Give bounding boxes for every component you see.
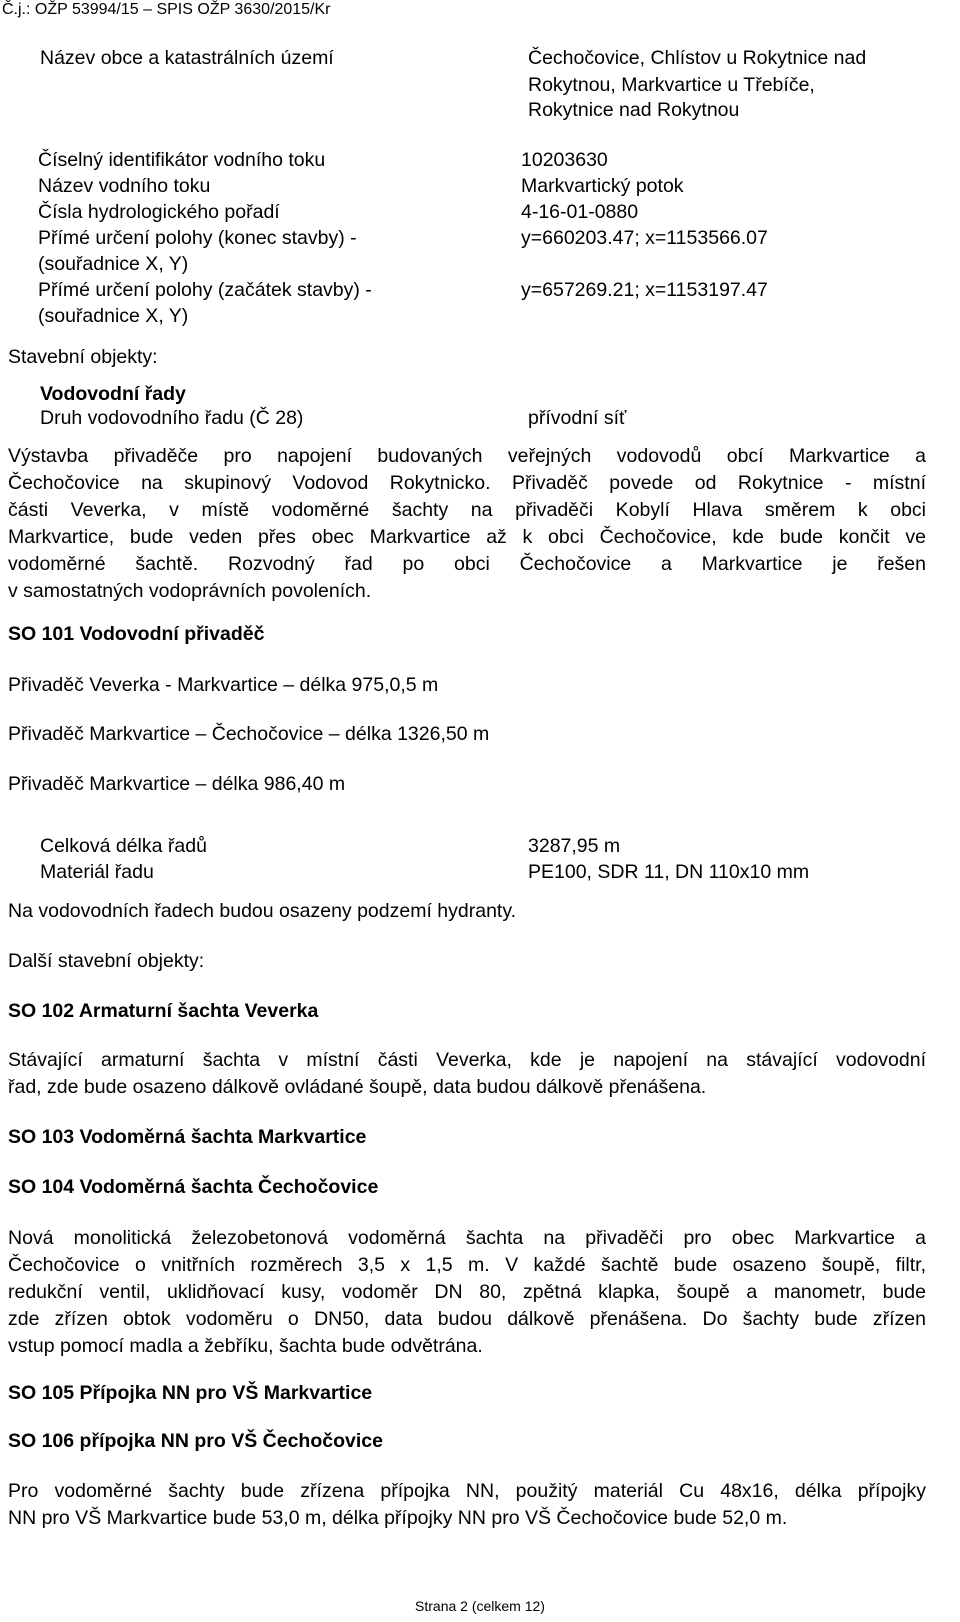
description-paragraph — [8, 443, 926, 605]
paragraph-line: Stávající armaturní šachta v místní části Veverka, kde je napojení na stávající vodovodní — [8, 1049, 926, 1071]
celkova-delka-label: Celková délka řadů — [40, 835, 207, 857]
paragraph-line: vodoměrné šachtě. Rozvodný řad po obci Čechočovice a Markvartice je řešen — [8, 553, 926, 575]
dalsi-objekty-label: Další stavební objekty: — [8, 950, 205, 972]
hydranty-text: Na vodovodních řadech budou osazeny podzemí hydranty. — [8, 900, 517, 922]
so105-heading: SO 105 Přípojka NN pro VŠ Markvartice — [8, 1382, 373, 1404]
info-row-label: Čísla hydrologického pořadí — [38, 201, 280, 223]
info-row-label: Přímé určení polohy (konec stavby) - — [38, 227, 357, 249]
document-reference-header: Č.j.: OŽP 53994/15 – SPIS OŽP 3630/2015/Kr — [2, 1, 331, 18]
obec-label: Název obce a katastrálních území — [40, 47, 334, 69]
info-row-label: Číselný identifikátor vodního toku — [38, 149, 326, 171]
celkova-delka-value: 3287,95 m — [528, 835, 621, 857]
privadec-line: Přivaděč Veverka - Markvartice – délka 975,0,5 m — [8, 674, 439, 696]
so104-paragraph — [8, 1225, 926, 1360]
so102-heading: SO 102 Armaturní šachta Veverka — [8, 1000, 319, 1022]
info-row-label: Název vodního toku — [38, 175, 211, 197]
privadec-line: Přivaděč Markvartice – délka 986,40 m — [8, 773, 346, 795]
so106-paragraph — [8, 1478, 926, 1532]
info-row-value: y=660203.47; x=1153566.07 — [521, 227, 768, 249]
paragraph-line: Čechočovice o vnitřních rozměrech 3,5 x 1,5 m. V každé šachtě bude osazeno šoupě, filtr, — [8, 1254, 926, 1276]
so101-heading: SO 101 Vodovodní přivaděč — [8, 623, 265, 645]
info-row-value: Markvartický potok — [521, 175, 684, 197]
paragraph-line: řad, zde bude osazeno dálkově ovládané šoupě, data budou dálkově přenášena. — [8, 1076, 707, 1098]
vodovodni-rady-heading: Vodovodní řady — [40, 383, 186, 405]
paragraph-line: redukční ventil, uklidňovací kusy, vodoměr DN 80, zpětná klapka, šoupě a manometr, bude — [8, 1281, 926, 1303]
material-label: Materiál řadu — [40, 861, 154, 883]
info-row-value: 10203630 — [521, 149, 608, 171]
paragraph-line: v samostatných vodoprávních povoleních. — [8, 580, 372, 602]
obec-value-line-2: Rokytnou, Markvartice u Třebíče, — [528, 74, 815, 96]
info-row-label: Přímé určení polohy (začátek stavby) - — [38, 279, 372, 301]
so102-paragraph — [8, 1047, 926, 1101]
paragraph-line: Výstavba přivaděče pro napojení budovaných veřejných vodovodů obcí Markvartice a — [8, 445, 926, 467]
info-row-value: 4-16-01-0880 — [521, 201, 639, 223]
paragraph-line: části Veverka, v místě vodoměrné šachty na přivaděči Kobylí Hlava směrem k obci — [8, 499, 926, 521]
paragraph-line: Markvartice, bude veden přes obec Markvartice až k obci Čechočovice, kde bude končit ve — [8, 526, 926, 548]
privadec-line: Přivaděč Markvartice – Čechočovice – délka 1326,50 m — [8, 723, 490, 745]
stavebni-objekty-label: Stavební objekty: — [8, 346, 158, 368]
obec-value-line-3: Rokytnice nad Rokytnou — [528, 99, 740, 121]
material-value: PE100, SDR 11, DN 110x10 mm — [528, 861, 810, 883]
paragraph-line: Pro vodoměrné šachty bude zřízena přípojka NN, použitý materiál Cu 48x16, délka přípojky — [8, 1480, 926, 1502]
info-row-label: (souřadnice X, Y) — [38, 253, 189, 275]
paragraph-line: Čechočovice na skupinový Vodovod Rokytnicko. Přivaděč povede od Rokytnice - místní — [8, 472, 926, 494]
paragraph-line: NN pro VŠ Markvartice bude 53,0 m, délka přípojky NN pro VŠ Čechočovice bude 52,0 m. — [8, 1507, 788, 1529]
obec-value-line-1: Čechočovice, Chlístov u Rokytnice nad — [528, 47, 867, 69]
so103-heading: SO 103 Vodoměrná šachta Markvartice — [8, 1126, 367, 1148]
paragraph-line: vstup pomocí madla a žebříku, šachta bude odvětrána. — [8, 1335, 483, 1357]
info-row-value: y=657269.21; x=1153197.47 — [521, 279, 768, 301]
paragraph-line: Nová monolitická železobetonová vodoměrná šachta na přivaděči pro obec Markvartice a — [8, 1227, 926, 1249]
page-number-footer: Strana 2 (celkem 12) — [415, 1598, 545, 1614]
so104-heading: SO 104 Vodoměrná šachta Čechočovice — [8, 1176, 379, 1198]
info-row-label: (souřadnice X, Y) — [38, 305, 189, 327]
so106-heading: SO 106 přípojka NN pro VŠ Čechočovice — [8, 1430, 383, 1452]
druh-label: Druh vodovodního řadu (Č 28) — [40, 407, 304, 429]
paragraph-line: zde zřízen obtok vodoměru o DN50, data budou dálkově přenášena. Do šachty bude zřízen — [8, 1308, 926, 1330]
druh-value: přívodní síť — [528, 407, 627, 429]
